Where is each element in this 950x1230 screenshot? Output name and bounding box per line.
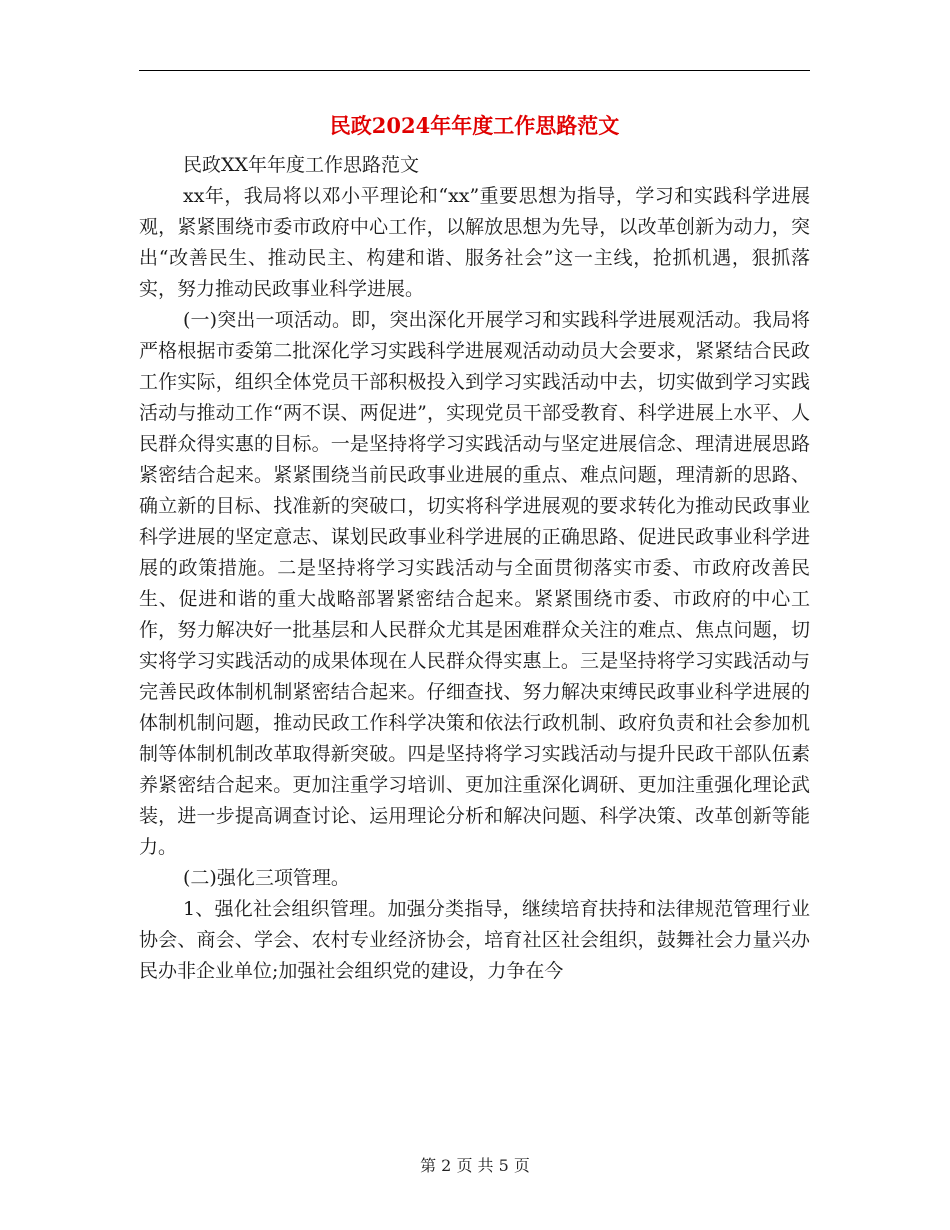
body-paragraph-item-one: 1、强化社会组织管理。加强分类指导，继续培育扶持和法律规范管理行业协会、商会、学会、农村专业经济协会，培育社区社会组织，鼓舞社会力量兴办民办非企业单位;加强社会组织党的建设，力争在今 [139,898,810,982]
page-number-footer: 第 2 页 共 5 页 [420,1156,530,1175]
document-body [139,150,810,987]
document-title: 民政2024年年度工作思路范文 [329,113,620,138]
body-paragraph-subtitle: 民政XX年年度工作思路范文 [183,154,420,176]
body-paragraph-intro: xx年，我局将以邓小平理论和“xx”重要思想为指导，学习和实践科学进展观，紧紧围绕市委市政府中心工作，以解放思想为先导，以改革创新为动力，突出“改善民生、推动民主、构建和谐、服务社会”这一主线，抢抓机遇，狠抓落实，努力推动民政事业科学进展。 [139,185,810,300]
header-rule [139,70,810,71]
body-paragraph-section-two-heading: (二)强化三项管理。 [183,867,350,889]
body-paragraph-section-one: (一)突出一项活动。即，突出深化开展学习和实践科学进展观活动。我局将严格根据市委第二批深化学习实践科学进展观活动动员大会要求，紧紧结合民政工作实际，组织全体党员干部积极投入到学习实践活动中去，切实做到学习实践活动与推动工作“两不误、两促进”，实现党员干部受教育、科学进展上水平、人民群众得实惠的目标。一是坚持将学习实践活动与坚定进展信念、理清进展思路紧密结合起来。紧紧围绕当前民政事业进展的重点、难点问题，理清新的思路、确立新的目标、找准新的突破口，切实将科学进展观的要求转化为推动民政事业科学进展的坚定意志、谋划民政事业科学进展的正确思路、促进民政事业科学进展的政策措施。二是坚持将学习实践活动与全面贯彻落实市委、市政府改善民生、促进和谐的重大战略部署紧密结合起来。紧紧围绕市委、市政府的中心工作，努力解决好一批基层和人民群众尤其是困难群众关注的难点、焦点问题，切实将学习实践活动的成果体现在人民群众得实惠上。三是坚持将学习实践活动与完善民政体制机制紧密结合起来。仔细查找、努力解决束缚民政事业科学进展的体制机制问题，推动民政工作科学决策和依法行政机制、政府负责和社会参加机制等体制机制改革取得新突破。四是坚持将学习实践活动与提升民政干部队伍素养紧密结合起来。更加注重学习培训、更加注重深化调研、更加注重强化理论武装，进一步提高调查讨论、运用理论分析和解决问题、科学决策、改革创新等能力。 [139,309,810,858]
